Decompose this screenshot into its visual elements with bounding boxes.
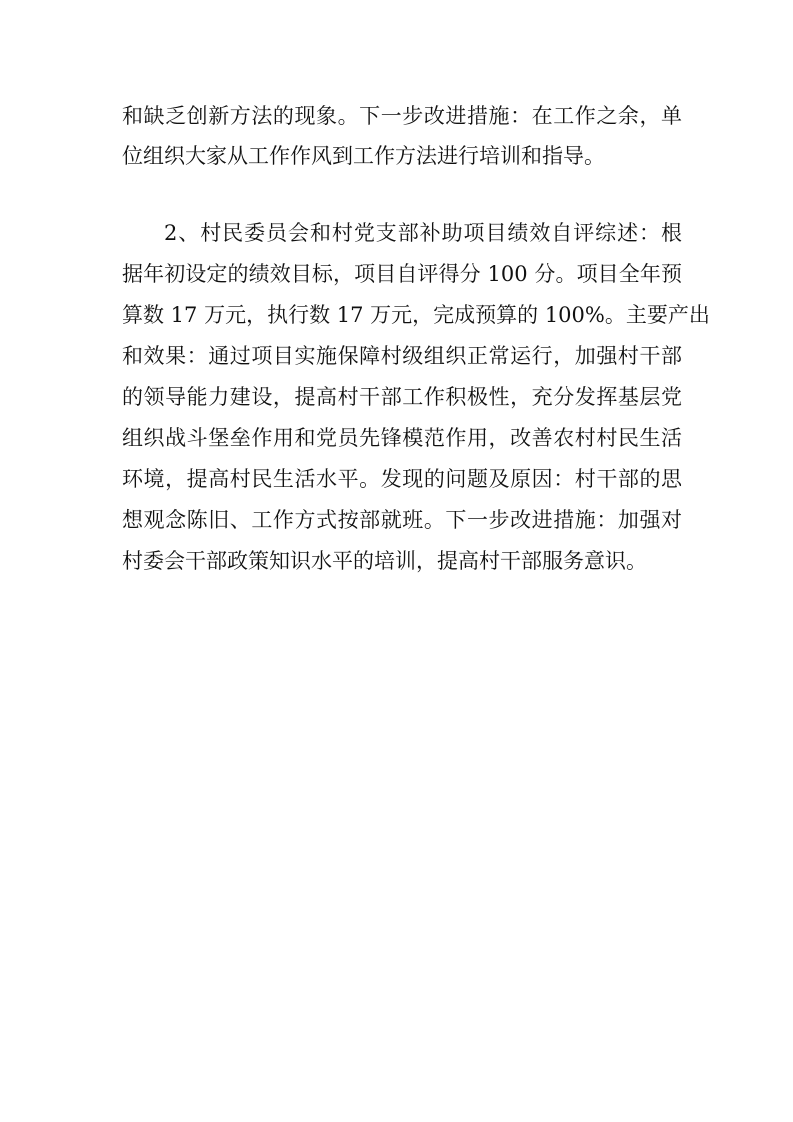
paragraph-1-line-2: 位组织大家从工作作风到工作方法进行培训和指导。: [122, 144, 605, 168]
paragraph-2-line-4: 和效果：通过项目实施保障村级组织正常运行，加强村干部: [122, 344, 682, 368]
paragraph-2-line-2: 据年初设定的绩效目标，项目自评得分 100 分。项目全年预: [122, 262, 682, 286]
paragraph-2-line-7: 环境，提高村民生活水平。发现的问题及原因：村干部的思: [122, 467, 682, 491]
paragraph-2-line-9: 村委会干部政策知识水平的培训，提高村干部服务意识。: [122, 549, 647, 573]
paragraph-2-line-3: 算数 17 万元，执行数 17 万元，完成预算的 100%。主要产出: [122, 303, 710, 327]
paragraph-2-line-8: 想观念陈旧、工作方式按部就班。下一步改进措施：加强对: [122, 508, 682, 532]
paragraph-1-line-1: 和缺乏创新方法的现象。下一步改进措施：在工作之余，单: [122, 104, 682, 128]
paragraph-2-line-6: 组织战斗堡垒作用和党员先锋模范作用，改善农村村民生活: [122, 426, 682, 450]
paragraph-2-line-1: 2、村民委员会和村党支部补助项目绩效自评综述：根: [164, 221, 682, 245]
paragraph-2-line-5: 的领导能力建设，提高村干部工作积极性，充分发挥基层党: [122, 385, 682, 409]
